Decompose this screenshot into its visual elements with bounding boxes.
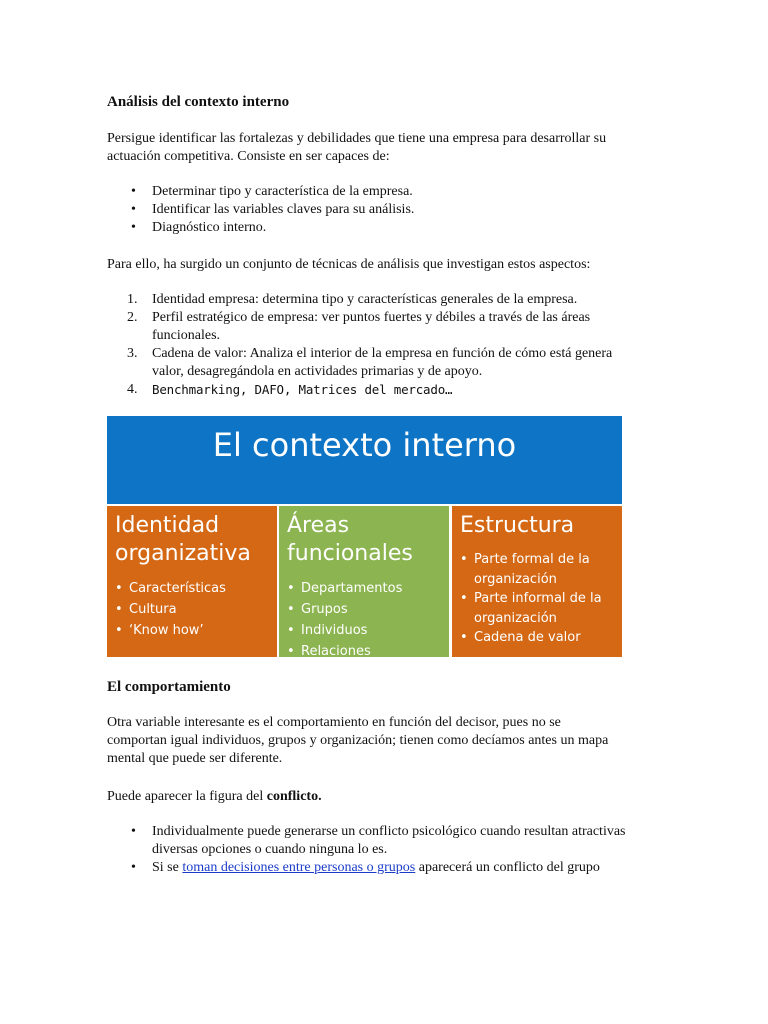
bullet-icon: •: [131, 220, 136, 235]
list-item: [107, 823, 667, 859]
column-list-item: • ‘Know how’: [115, 620, 226, 641]
column-list: [287, 578, 402, 657]
column-list-item: • Grupos: [287, 599, 402, 620]
bullet-icon: •: [460, 630, 468, 645]
bullet-icon: •: [131, 202, 136, 217]
list-item-text: Benchmarking, DAFO, Matrices del mercado…: [152, 382, 453, 397]
bullet-icon: •: [287, 581, 295, 596]
column-title: Áreas funcionales: [287, 513, 413, 566]
list-item: [107, 291, 667, 309]
column-list-item: • Cultura: [115, 599, 226, 620]
list-item-text-cont: valor, desagregándola en actividades primarias y de apoyo.: [152, 364, 483, 379]
list-number: 2.: [127, 310, 138, 325]
list-item: [107, 345, 667, 381]
list-item-text: Identificar las variables claves para su análisis.: [152, 202, 415, 217]
bullet-icon: •: [460, 552, 468, 567]
bullet-icon: •: [115, 623, 123, 638]
bullet-icon: •: [131, 824, 136, 839]
list-item: [107, 309, 667, 345]
bold-term-conflicto: conflicto.: [266, 789, 322, 804]
bullet-icon: •: [287, 644, 295, 657]
column-list-item: • Características: [115, 578, 226, 599]
column-list-item: • Cadena de valor: [460, 628, 610, 648]
bullet-list-conflict: [107, 823, 667, 877]
list-number: 3.: [127, 346, 138, 361]
column-list: [115, 578, 226, 641]
techniques-paragraph: Para ello, ha surgido un conjunto de técnicas de análisis que investigan estos aspectos:: [107, 257, 591, 272]
conflict-paragraph: [107, 788, 667, 806]
intro-line-2: actuación competitiva. Consiste en ser capaces de:: [107, 149, 390, 164]
list-item: [107, 183, 667, 201]
list-item-text: aparecerá un conflicto del grupo: [418, 860, 600, 875]
list-number: 4.: [127, 382, 138, 397]
bullet-icon: •: [287, 602, 295, 617]
section-heading-comportamiento: El comportamiento: [107, 679, 231, 695]
column-list-item: • Parte informal de la organización: [460, 591, 602, 626]
bullet-list-objectives: [107, 183, 667, 237]
column-list-item: • Individuos: [287, 620, 402, 641]
bullet-icon: •: [287, 623, 295, 638]
diagram-column-areas: [279, 506, 449, 657]
paragraph-text: Puede aparecer la figura del: [107, 789, 264, 804]
diagram-title: El contexto interno: [212, 426, 517, 464]
diagram-column-identidad: [107, 506, 277, 657]
list-item-text: Identidad empresa: determina tipo y características generales de la empresa.: [152, 292, 578, 307]
behavior-paragraph: [107, 714, 667, 768]
bullet-icon: •: [131, 860, 136, 875]
column-title: Identidad organizativa: [115, 513, 251, 566]
paragraph-line: comportan igual individuos, grupos y organización; tienen como decíamos antes un mapa: [107, 733, 609, 748]
bullet-icon: •: [460, 591, 468, 606]
list-item: [107, 859, 667, 877]
list-item-text-cont: funcionales.: [152, 328, 221, 343]
list-item: [107, 381, 667, 400]
paragraph-line: Otra variable interesante es el comportamiento en función del decisor, pues no se: [107, 715, 561, 730]
column-title: Estructura: [460, 513, 575, 538]
diagram-column-estructura: [452, 506, 622, 657]
list-item-text: Cadena de valor: Analiza el interior de la empresa en función de cómo está genera: [152, 346, 613, 361]
intro-paragraph: [107, 130, 667, 166]
section-heading-analisis: Análisis del contexto interno: [107, 94, 290, 110]
decisions-link[interactable]: toman decisiones entre personas o grupos: [182, 860, 416, 875]
list-item-text: Individualmente puede generarse un conflicto psicológico cuando resultan atractivas: [152, 824, 626, 839]
column-list-item: • Departamentos: [287, 578, 402, 599]
column-list: [460, 550, 610, 648]
bullet-icon: •: [115, 581, 123, 596]
column-list-item: • Relaciones: [287, 641, 402, 657]
list-item-text-cont: diversas opciones o cuando ninguna lo es.: [152, 842, 388, 857]
list-item-text: Si se: [152, 860, 179, 875]
bullet-icon: •: [115, 602, 123, 617]
diagram-header: [107, 416, 622, 504]
list-item-text: Perfil estratégico de empresa: ver puntos fuertes y débiles a través de las áreas: [152, 310, 591, 325]
paragraph-line: mental que puede ser diferente.: [107, 751, 283, 766]
column-list-item: • Parte formal de la organización: [460, 552, 590, 587]
list-item-text: Determinar tipo y característica de la empresa.: [152, 184, 413, 199]
contexto-interno-diagram: [107, 416, 622, 657]
intro-line-1: Persigue identificar las fortalezas y debilidades que tiene una empresa para desarrollar su: [107, 131, 607, 146]
list-item: [107, 201, 667, 219]
list-number: 1.: [127, 292, 138, 307]
list-item: [107, 219, 667, 237]
list-item-text: Diagnóstico interno.: [152, 220, 267, 235]
numbered-list-techniques: [107, 291, 667, 400]
bullet-icon: •: [131, 184, 136, 199]
